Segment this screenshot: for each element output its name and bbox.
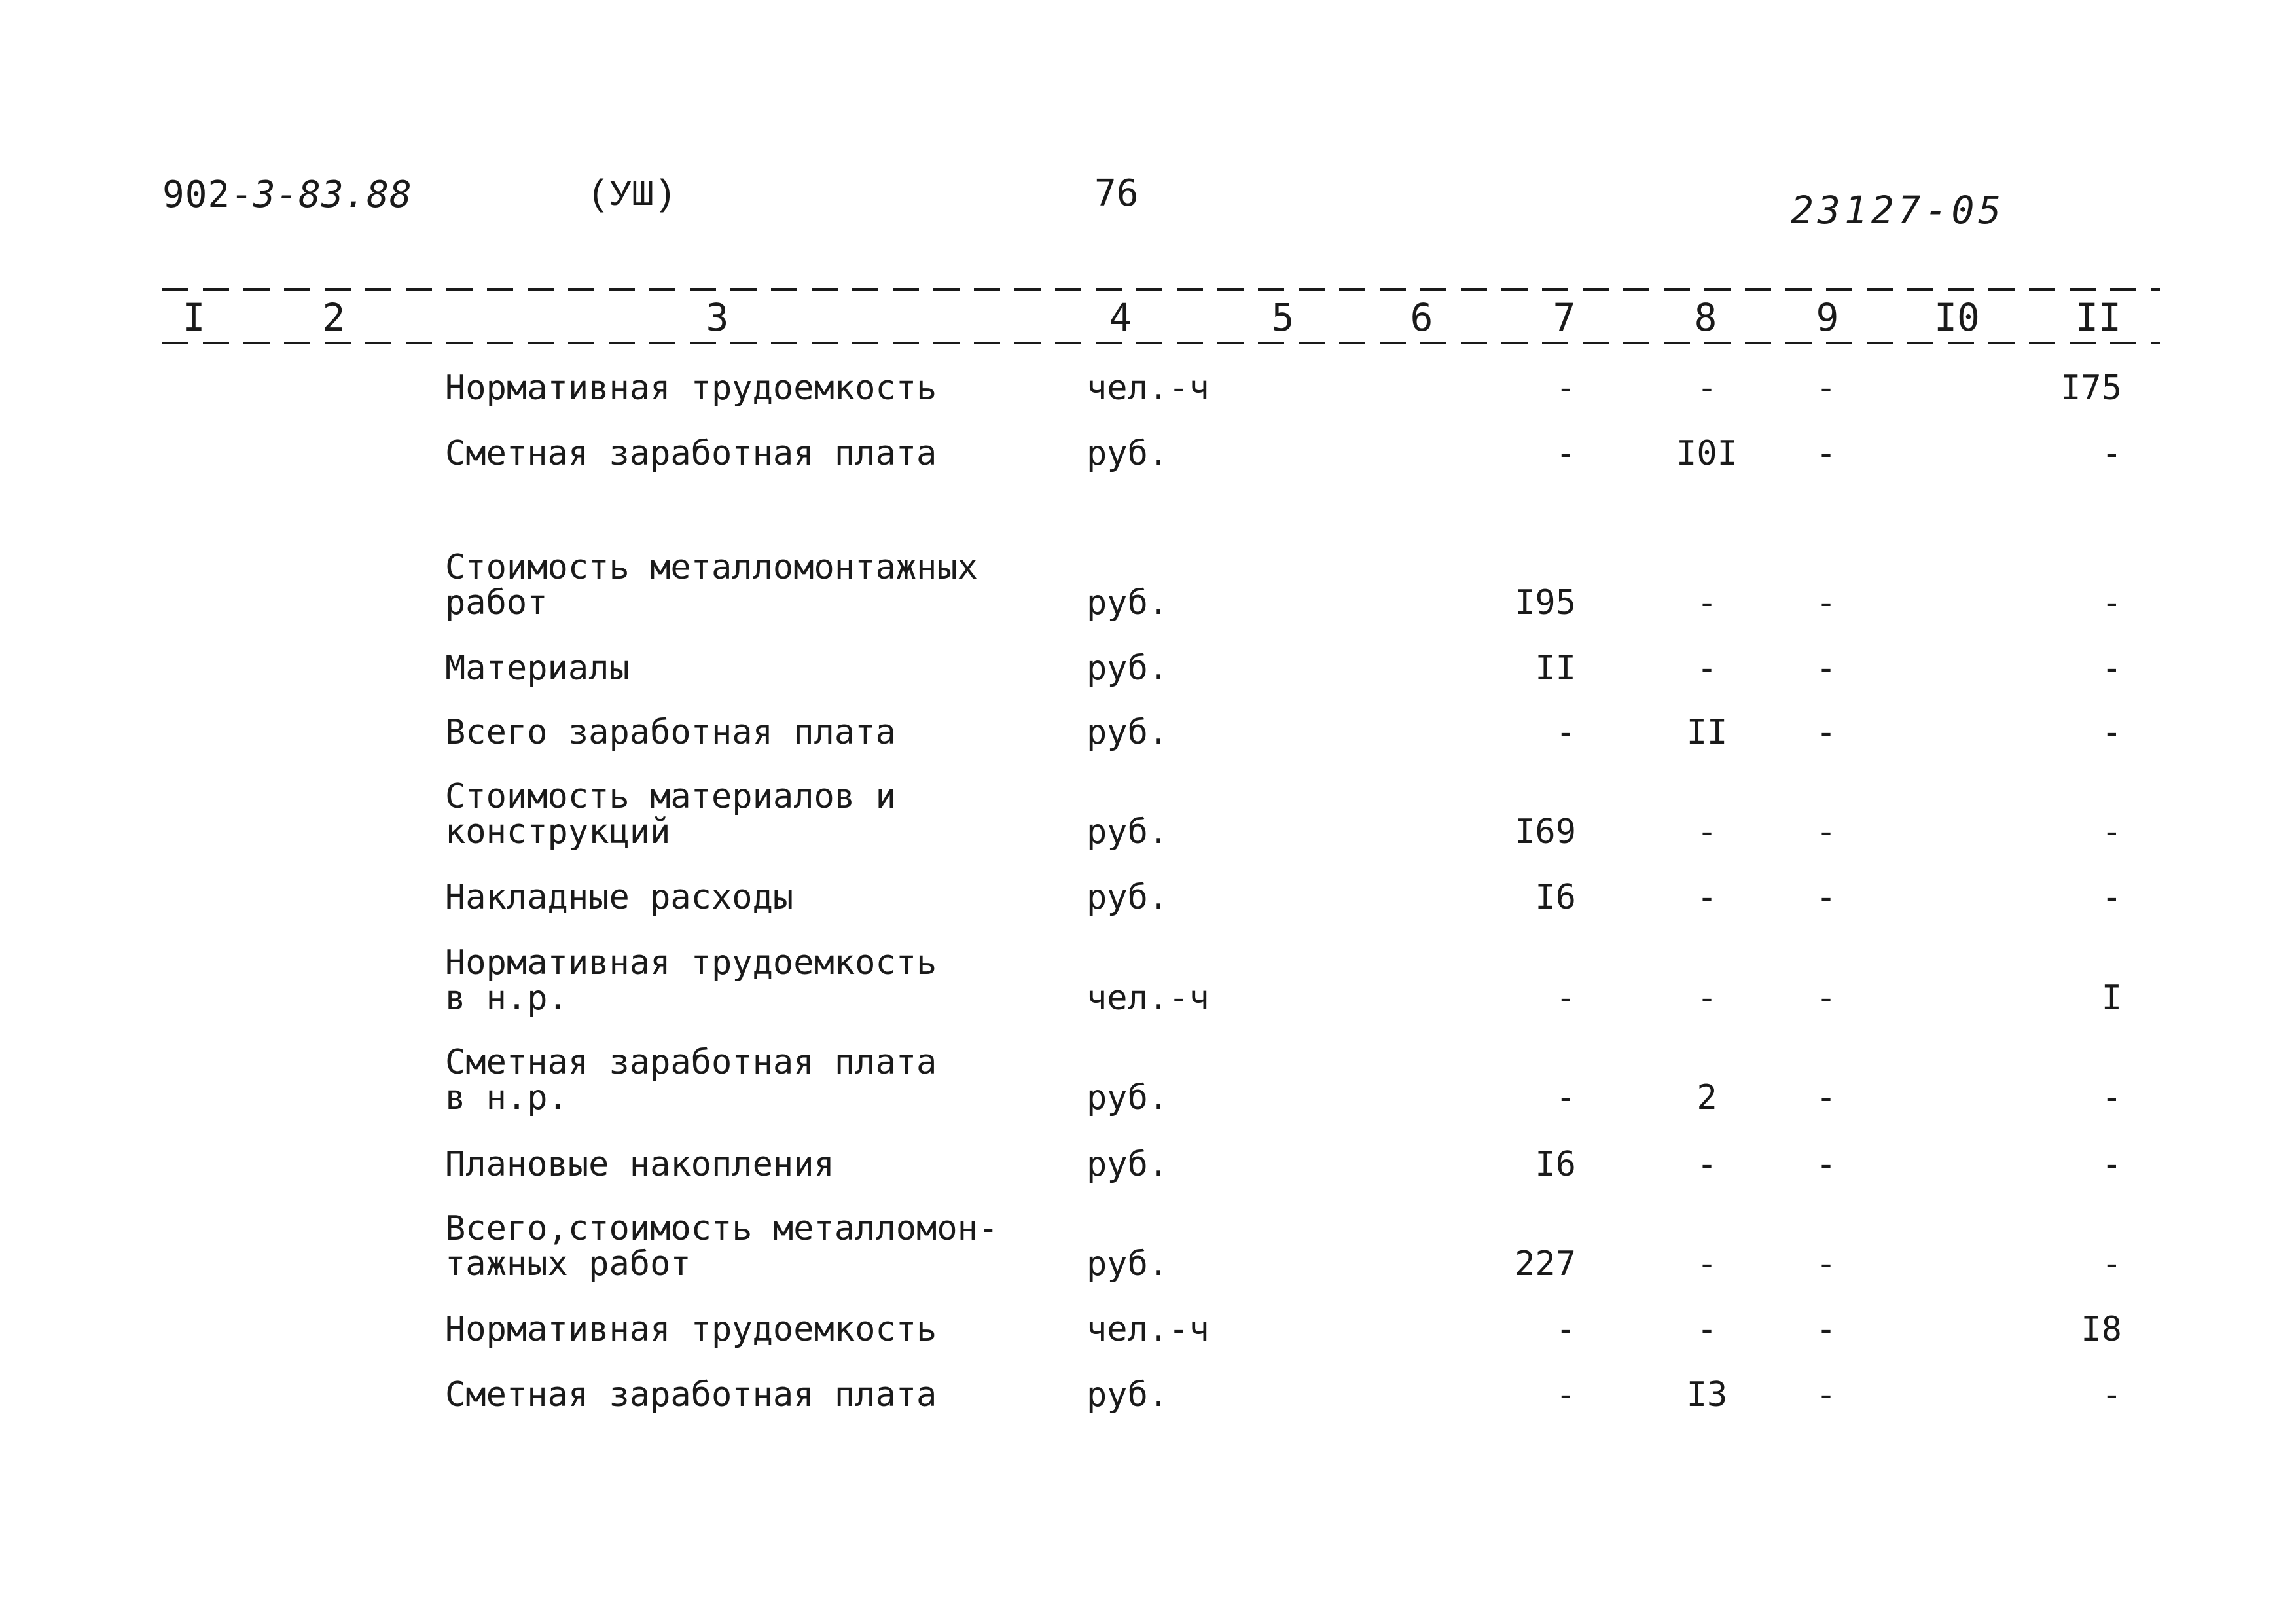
row-description: Сметная заработная плата: [445, 1375, 937, 1415]
row-col9-value: -: [1816, 649, 1837, 688]
row-col7-value: I6: [1535, 878, 1576, 917]
row-unit: руб.: [1086, 434, 1169, 473]
row-col9-value: -: [1816, 583, 1837, 623]
row-col8-value: 2: [1696, 1078, 1717, 1117]
row-description: Нормативная трудоемкость: [445, 1310, 937, 1349]
page-number: 76: [1094, 172, 1139, 215]
row-unit: руб.: [1086, 1244, 1169, 1284]
row-col11-value: -: [2101, 1078, 2122, 1117]
row-description: Стоимость металломонтажных работ: [445, 548, 978, 623]
row-description: Стоимость материалов и конструкций: [445, 777, 896, 852]
document-code: [162, 173, 412, 216]
row-col8-value: -: [1696, 583, 1717, 623]
row-col9-value: -: [1816, 1310, 1837, 1349]
row-unit: чел.-ч: [1086, 979, 1210, 1018]
document-number: 23127-05: [1791, 188, 2005, 232]
row-unit: руб.: [1086, 1145, 1169, 1184]
row-col11-value: -: [2101, 1375, 2122, 1415]
row-col9-value: -: [1816, 979, 1837, 1018]
row-col8-value: -: [1696, 979, 1717, 1018]
row-col9-value: -: [1816, 812, 1837, 852]
document-code-handwritten: 3-83.88: [253, 173, 412, 216]
row-col7-value: -: [1555, 434, 1576, 473]
column-number-3: 3: [706, 295, 729, 340]
row-col11-value: I8: [2081, 1310, 2122, 1349]
row-col11-value: -: [2101, 878, 2122, 917]
row-col8-value: -: [1696, 369, 1717, 408]
row-description: Всего,стоимость металломон- тажных работ: [445, 1209, 999, 1284]
row-col9-value: -: [1816, 434, 1837, 473]
row-col7-value: -: [1555, 369, 1576, 408]
row-col9-value: -: [1816, 713, 1837, 752]
row-unit: руб.: [1086, 713, 1169, 752]
row-description: Нормативная трудоемкость в н.р.: [445, 943, 937, 1018]
row-col8-value: -: [1696, 649, 1717, 688]
table-header-bottom-rule: [162, 342, 2160, 344]
row-col7-value: -: [1555, 1310, 1576, 1349]
row-col11-value: I: [2101, 979, 2122, 1018]
row-description: Нормативная трудоемкость: [445, 369, 937, 408]
row-description: Накладные расходы: [445, 878, 794, 917]
row-unit: руб.: [1086, 1375, 1169, 1415]
row-col11-value: -: [2101, 812, 2122, 852]
row-col9-value: -: [1816, 1375, 1837, 1415]
row-col9-value: -: [1816, 1078, 1837, 1117]
row-description: Сметная заработная плата в н.р.: [445, 1043, 937, 1117]
row-col9-value: -: [1816, 1244, 1837, 1284]
row-col8-value: II: [1686, 713, 1728, 752]
row-col8-value: -: [1696, 812, 1717, 852]
row-unit: руб.: [1086, 1078, 1169, 1117]
column-number-6: 6: [1410, 295, 1433, 340]
row-unit: руб.: [1086, 649, 1169, 688]
row-col7-value: I6: [1535, 1145, 1576, 1184]
row-col8-value: I3: [1686, 1375, 1728, 1415]
column-number-11: II: [2075, 295, 2121, 340]
row-col7-value: I95: [1515, 583, 1576, 623]
row-col7-value: -: [1555, 1375, 1576, 1415]
row-col7-value: 227: [1515, 1244, 1576, 1284]
row-unit: руб.: [1086, 878, 1169, 917]
row-col8-value: -: [1696, 1244, 1717, 1284]
column-number-1: I: [182, 295, 206, 340]
row-col11-value: I75: [2060, 369, 2122, 408]
row-col8-value: -: [1696, 878, 1717, 917]
row-unit: руб.: [1086, 583, 1169, 623]
document-code-printed: 902-: [162, 173, 253, 216]
table-header-top-rule: [162, 288, 2160, 291]
row-col11-value: -: [2101, 713, 2122, 752]
row-col7-value: I69: [1515, 812, 1576, 852]
row-unit: чел.-ч: [1086, 369, 1210, 408]
row-col11-value: -: [2101, 649, 2122, 688]
row-col9-value: -: [1816, 369, 1837, 408]
row-col8-value: I0I: [1676, 434, 1738, 473]
row-col11-value: -: [2101, 434, 2122, 473]
row-unit: руб.: [1086, 812, 1169, 852]
row-unit: чел.-ч: [1086, 1310, 1210, 1349]
row-description: Материалы: [445, 649, 630, 688]
column-number-8: 8: [1694, 295, 1717, 340]
row-description: Сметная заработная плата: [445, 434, 937, 473]
row-col11-value: -: [2101, 1145, 2122, 1184]
row-col7-value: -: [1555, 1078, 1576, 1117]
column-number-5: 5: [1271, 295, 1295, 340]
row-col11-value: -: [2101, 1244, 2122, 1284]
row-col11-value: -: [2101, 583, 2122, 623]
column-number-10: I0: [1934, 295, 1980, 340]
row-col8-value: -: [1696, 1145, 1717, 1184]
column-number-4: 4: [1109, 295, 1132, 340]
row-col7-value: II: [1535, 649, 1576, 688]
row-description: Плановые накопления: [445, 1145, 834, 1184]
row-col7-value: -: [1555, 979, 1576, 1018]
column-number-2: 2: [322, 295, 346, 340]
column-number-7: 7: [1552, 295, 1576, 340]
row-description: Всего заработная плата: [445, 713, 896, 752]
column-number-9: 9: [1816, 295, 1839, 340]
row-col7-value: -: [1555, 713, 1576, 752]
section-roman-numeral: (УШ): [588, 174, 676, 216]
row-col9-value: -: [1816, 878, 1837, 917]
row-col8-value: -: [1696, 1310, 1717, 1349]
row-col9-value: -: [1816, 1145, 1837, 1184]
